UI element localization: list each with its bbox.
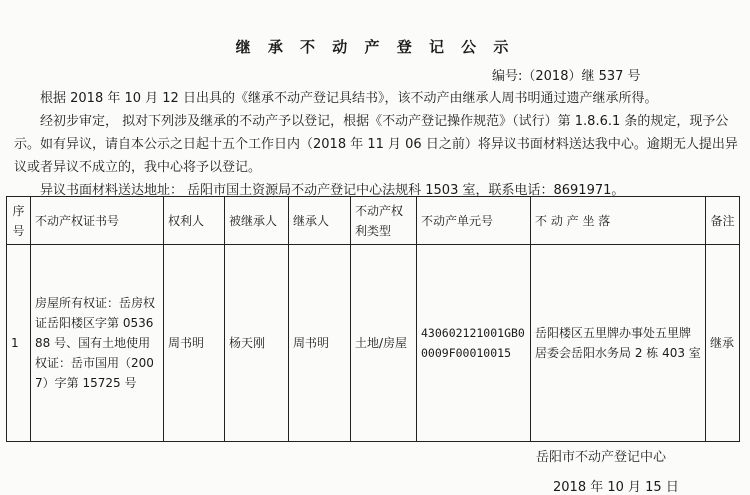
cell-unit-no: 430602121001GB00009F00010015 <box>417 245 531 442</box>
header-deceased: 被继承人 <box>225 197 289 245</box>
cell-cert-no: 房屋所有权证：岳房权证岳阳楼区字第 053688 号、国有土地使用权证：岳市国用（2007）字第 15725 号 <box>31 245 164 442</box>
header-heir: 继承人 <box>289 197 351 245</box>
cell-deceased: 杨天刚 <box>225 245 289 442</box>
property-table <box>6 196 740 442</box>
table-row <box>7 245 740 442</box>
cell-heir: 周书明 <box>289 245 351 442</box>
paragraph-review: 经初步审定， 拟对下列涉及继承的不动产予以登记，根据《不动产登记操作规范》（试行）第 1.8.6.1 条的规定，现予公示。如有异议，请自本公示之日起十五个工作日内（2018 年 11 月 06 日之前）将异议书面材料送达我中心。逾期无人提出异议或者异议不成立的，我中心将予以登记。 <box>14 114 738 175</box>
cell-right-holder: 周书明 <box>164 245 225 442</box>
header-remark: 备注 <box>706 197 740 245</box>
cell-location: 岳阳楼区五里牌办事处五里牌居委会岳阳水务局 2 栋 403 室 <box>531 245 706 442</box>
header-seq: 序号 <box>7 197 31 245</box>
cell-seq: 1 <box>7 245 31 442</box>
header-right-holder: 权利人 <box>164 197 225 245</box>
cell-right-type: 土地/房屋 <box>351 245 417 442</box>
issuing-organization: 岳阳市不动产登记中心 <box>536 450 667 465</box>
notice-title: 继 承 不 动 产 登 记 公 示 <box>235 38 515 56</box>
table-header-row <box>7 197 740 245</box>
header-location: 不 动 产 坐 落 <box>531 197 706 245</box>
paragraph-objection-address: 异议书面材料送达地址： 岳阳市国土资源局不动产登记中心法规科 1503 室，联系电话：8691971。 <box>40 183 625 198</box>
header-cert-no: 不动产权证书号 <box>31 197 164 245</box>
header-unit-no: 不动产单元号 <box>417 197 531 245</box>
cell-remark: 继承 <box>706 245 740 442</box>
paragraph-basis: 根据 2018 年 10 月 12 日出具的《继承不动产登记具结书》，该不动产由继承人周书明通过遗产继承所得。 <box>40 91 658 106</box>
document-number: 编号:（2018）继 537 号 <box>492 69 641 84</box>
issue-date: 2018 年 10 月 15 日 <box>553 480 679 495</box>
header-right-type: 不动产权利类型 <box>351 197 417 245</box>
